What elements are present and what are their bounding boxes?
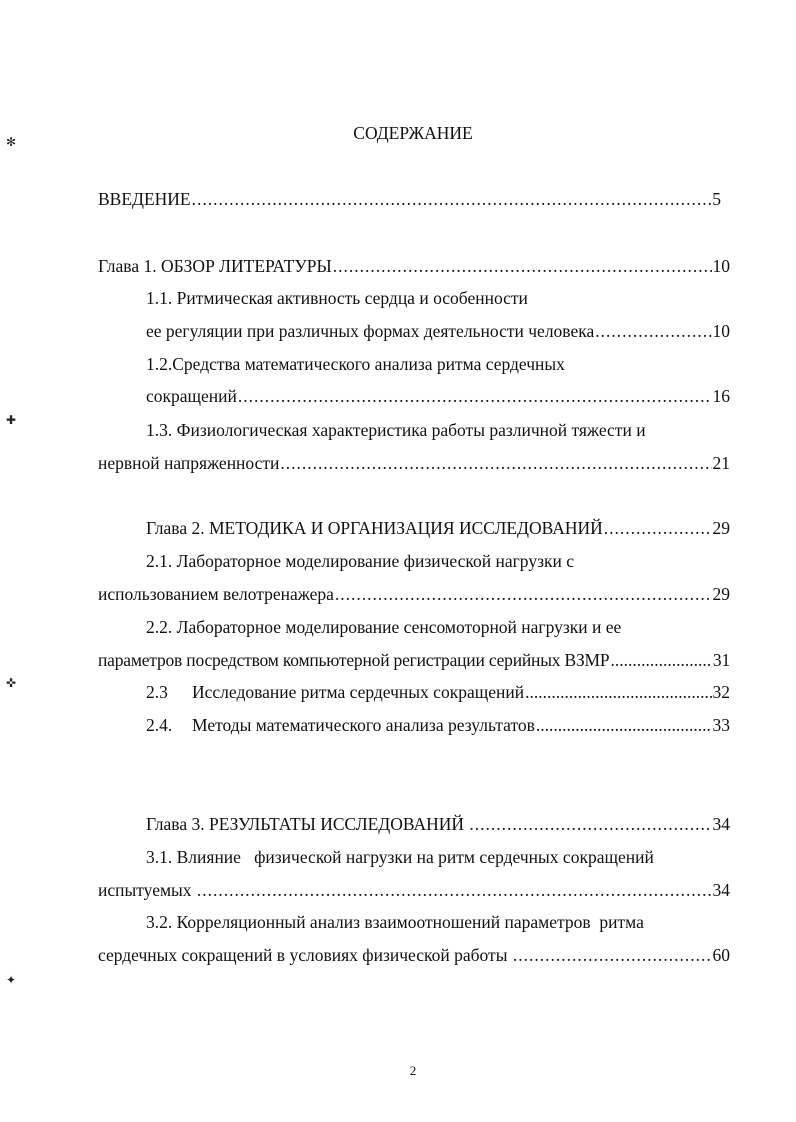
toc-entry-line: 1.3. Физиологическая характеристика работы различной тяжести и (146, 420, 646, 440)
toc-entry-1-3 (98, 452, 730, 474)
toc-leader (238, 385, 712, 407)
toc-page-number: 31 (712, 650, 730, 670)
toc-entry-text: испытуемых (98, 880, 196, 900)
toc-entry-2-1 (98, 583, 730, 605)
toc-entry-number: 2.4. (146, 715, 173, 735)
toc-leader (335, 583, 712, 605)
toc-entry-text: Исследование ритма сердечных сокращений (192, 682, 525, 702)
toc-entry-text: использованием велотренажера (98, 584, 334, 604)
toc-entry-1-1 (146, 320, 730, 342)
toc-page-number: 34 (712, 880, 730, 900)
toc-leader (610, 649, 711, 671)
toc-page-number: 34 (712, 814, 730, 834)
toc-entry-2-2 (98, 649, 730, 671)
toc-entry-introduction (98, 188, 721, 210)
margin-mark: ✜ (6, 676, 17, 690)
toc-page-number: 32 (712, 682, 730, 702)
toc-leader (333, 255, 712, 277)
margin-mark: ✚ (6, 413, 17, 427)
toc-page-number: 33 (712, 715, 730, 735)
toc-entry-text: Глава 2. МЕТОДИКА И ОРГАНИЗАЦИЯ ИССЛЕДОВАНИЙ (146, 518, 603, 538)
toc-entry-text: Методы математического анализа результатов (192, 715, 535, 735)
toc-entry-1-2 (146, 385, 730, 407)
toc-entry-text: Глава 3. РЕЗУЛЬТАТЫ ИССЛЕДОВАНИЙ (146, 814, 469, 834)
toc-leader (536, 714, 712, 736)
toc-entry-text: параметров посредством компьютерной регистрации серийных ВЗМР (98, 650, 610, 670)
toc-entry-chapter-2 (146, 517, 730, 539)
toc-page-number: 29 (712, 584, 730, 604)
page-title: СОДЕРЖАНИЕ (353, 123, 473, 143)
toc-entry-text: ВВЕДЕНИЕ (98, 189, 191, 209)
toc-entry-chapter-3 (146, 813, 730, 835)
margin-mark: ✻ (6, 135, 17, 149)
page-number: 2 (409, 1063, 417, 1078)
toc-entry-number: 2.3 (146, 682, 168, 702)
toc-entry-line: 3.2. Корреляционный анализ взаимоотношений параметров ритма (146, 912, 644, 932)
toc-page-number: 10 (712, 321, 730, 341)
toc-entry-3-1 (98, 879, 730, 901)
toc-leader (192, 188, 712, 210)
toc-page-number: 60 (712, 945, 730, 965)
toc-page-number: 5 (712, 189, 721, 209)
toc-page-number: 21 (712, 453, 730, 473)
toc-entry-text: нервной напряженности (98, 453, 280, 473)
toc-leader (280, 452, 711, 474)
toc-entry-line: 2.1. Лабораторное моделирование физической нагрузки с (146, 551, 574, 571)
toc-leader (595, 320, 711, 342)
toc-leader (513, 944, 712, 966)
margin-mark: ✦ (6, 973, 17, 987)
toc-page-number: 16 (712, 386, 730, 406)
toc-entry-2-3 (146, 681, 730, 703)
toc-entry-text: ее регуляции при различных формах деятельности человека (146, 321, 595, 341)
toc-entry-text: сердечных сокращений в условиях физической работы (98, 945, 512, 965)
toc-entry-line: 1.2.Средства математического анализа ритма сердечных (146, 354, 565, 374)
toc-leader (525, 681, 711, 703)
toc-entry-line: 2.2. Лабораторное моделирование сенсомоторной нагрузки и ее (146, 617, 622, 637)
toc-entry-line: 1.1. Ритмическая активность сердца и особенности (146, 288, 528, 308)
toc-leader (197, 879, 712, 901)
toc-page-number: 10 (712, 256, 730, 276)
toc-page-number: 29 (712, 518, 730, 538)
toc-entry-3-2 (98, 944, 730, 966)
toc-leader (469, 813, 711, 835)
toc-entry-2-4 (146, 714, 730, 736)
toc-leader (604, 517, 712, 539)
toc-entry-chapter-1 (98, 255, 730, 277)
toc-entry-line: 3.1. Влияние физической нагрузки на ритм сердечных сокращений (146, 847, 654, 867)
toc-entry-text: сокращений (146, 386, 237, 406)
toc-entry-text: Глава 1. ОБЗОР ЛИТЕРАТУРЫ (98, 256, 332, 276)
